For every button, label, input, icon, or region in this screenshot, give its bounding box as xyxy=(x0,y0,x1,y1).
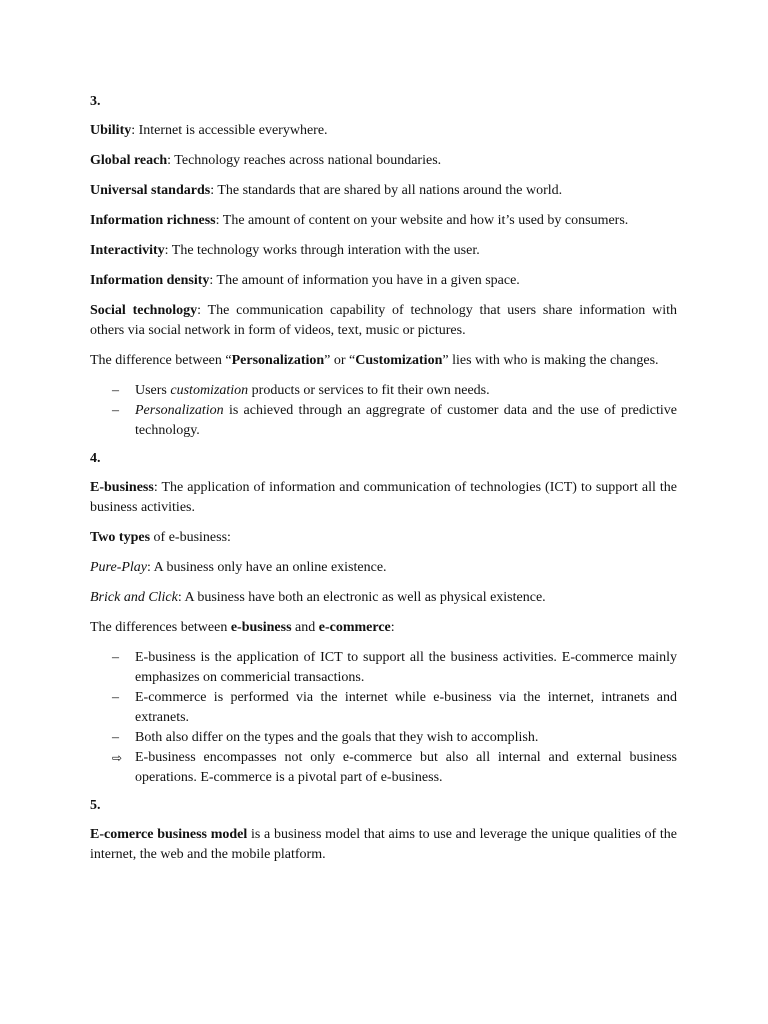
definition-text: is a business model that aims to use and leverage the unique qualities of the internet, the web and the mobile platform. xyxy=(90,827,677,862)
term-personalization: Personalization xyxy=(231,353,325,368)
text-fragment: : xyxy=(390,620,395,635)
definition-pure-play xyxy=(90,558,677,578)
list-item xyxy=(112,728,677,748)
term: Information richness xyxy=(90,213,216,228)
definition-information-density xyxy=(90,271,677,291)
definition-text: : The amount of information you have in a given space. xyxy=(209,273,520,288)
term-italic: Pure-Play xyxy=(90,560,148,575)
differences-intro xyxy=(90,618,677,638)
term-italic: Brick and Click xyxy=(90,590,178,605)
definition-text: : The communication capability of technology that users share information with others via social network in form of videos, text, music or pictures. xyxy=(90,303,677,338)
term: E-comerce business model xyxy=(90,827,248,842)
definition-text: : The standards that are shared by all nations around the world. xyxy=(210,183,563,198)
dash-marker: – xyxy=(112,690,119,705)
term: Information density xyxy=(90,273,210,288)
definition-text: : A business only have an online existence. xyxy=(147,560,387,575)
list-item xyxy=(112,648,677,688)
list-item xyxy=(112,688,677,728)
list-item xyxy=(112,748,677,788)
term: Interactivity xyxy=(90,243,165,258)
definition-social-technology xyxy=(90,301,677,341)
section-number-3: 3. xyxy=(90,94,101,109)
term-e-business: e-business xyxy=(230,620,292,635)
definition-brick-and-click xyxy=(90,588,677,608)
text-fragment: ” lies with who is making the changes. xyxy=(442,353,659,368)
term: Ubility xyxy=(90,123,132,138)
term-e-commerce: e-commerce xyxy=(318,620,391,635)
definition-interactivity xyxy=(90,241,677,261)
list-item-text: E-commerce is performed via the internet while e-business via the internet, intranets and extranets. xyxy=(135,690,677,725)
list-item-text: E-business is the application of ICT to support all the business activities. E-commerce mainly emphasizes on commericial transactions. xyxy=(135,650,677,685)
list-item xyxy=(112,381,677,401)
definition-text: of e-business: xyxy=(150,530,231,545)
text-fragment: and xyxy=(291,620,319,635)
definition-ubility xyxy=(90,121,677,141)
text-fragment: Users xyxy=(135,383,171,398)
list-item-text: Both also differ on the types and the goals that they wish to accomplish. xyxy=(135,730,539,745)
text-fragment: The differences between xyxy=(90,620,231,635)
bullet-list-differences xyxy=(90,648,677,788)
term-italic: customization xyxy=(170,383,249,398)
definition-text: : Internet is accessible everywhere. xyxy=(131,123,328,138)
term: Social technology xyxy=(90,303,198,318)
text-fragment: ” or “ xyxy=(324,353,356,368)
bullet-list-personalization xyxy=(90,381,677,441)
text-fragment: The difference between “ xyxy=(90,353,232,368)
definition-universal-standards xyxy=(90,181,677,201)
definition-text: : The amount of content on your website and how it’s used by consumers. xyxy=(215,213,629,228)
list-item-text: E-business encompasses not only e-commerce but also all internal and external business operations. E-commerce is a pivotal part of e-business. xyxy=(135,750,677,785)
definition-e-business xyxy=(90,478,677,518)
text-fragment: is achieved through an aggregrate of customer data and the use of predictive technology. xyxy=(135,403,677,438)
definition-text: : The application of information and communication of technologies (ICT) to support all the business activities. xyxy=(90,480,677,515)
arrow-right-icon: ⇨ xyxy=(112,751,123,765)
definition-text: : A business have both an electronic as well as physical existence. xyxy=(177,590,546,605)
list-item xyxy=(112,401,677,441)
definition-e-commerce-business-model xyxy=(90,825,677,865)
definition-information-richness xyxy=(90,211,677,231)
personalization-vs-customization xyxy=(90,351,677,371)
dash-marker: – xyxy=(112,650,119,665)
term: E-business xyxy=(90,480,154,495)
term-customization: Customization xyxy=(355,353,443,368)
text-fragment: products or services to fit their own needs. xyxy=(248,383,490,398)
two-types-intro xyxy=(90,528,677,548)
definition-text: : The technology works through interation with the user. xyxy=(164,243,480,258)
term: Two types xyxy=(90,530,151,545)
dash-marker: – xyxy=(112,383,119,398)
term: Global reach xyxy=(90,153,168,168)
dash-marker: – xyxy=(112,730,119,745)
section-number-4: 4. xyxy=(90,451,101,466)
definition-global-reach xyxy=(90,151,677,171)
definition-text: : Technology reaches across national boundaries. xyxy=(167,153,442,168)
term: Universal standards xyxy=(90,183,211,198)
section-number-5: 5. xyxy=(90,798,101,813)
dash-marker: – xyxy=(112,403,119,418)
term-italic: Personalization xyxy=(135,403,224,418)
